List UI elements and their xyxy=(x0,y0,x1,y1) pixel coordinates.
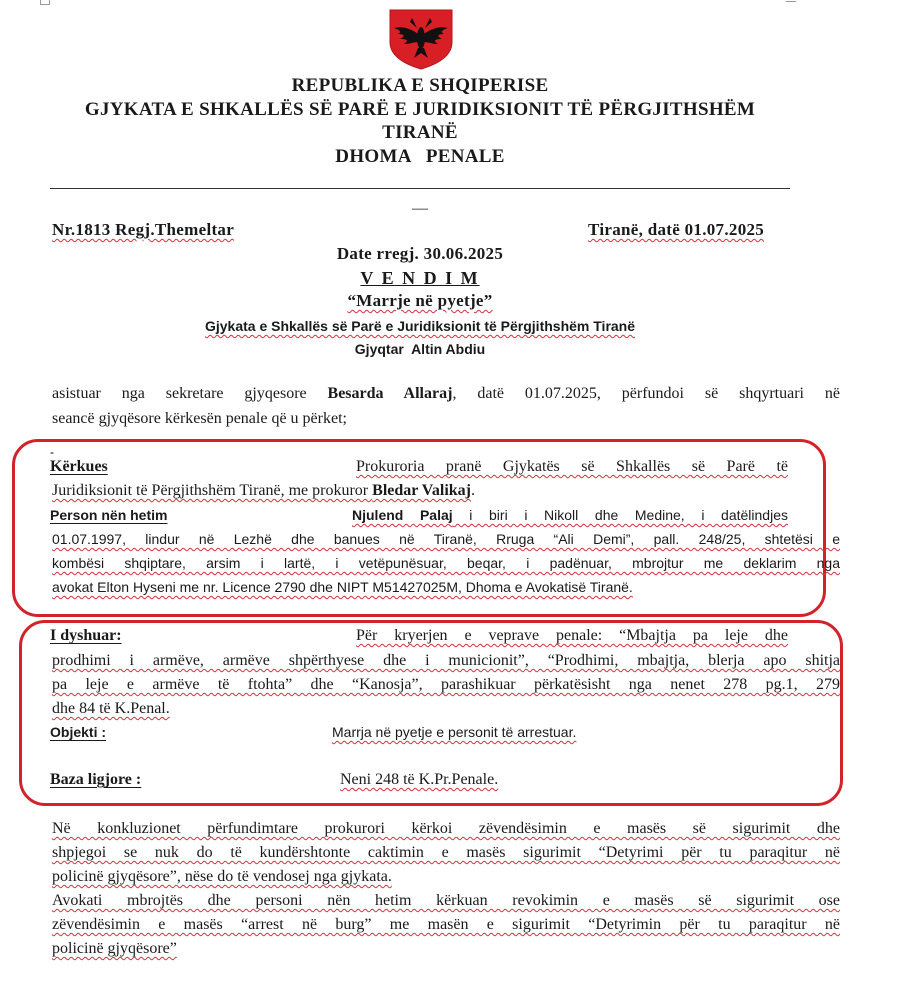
decision-subtitle: “Marrje në pyetje” xyxy=(347,291,493,310)
header-divider xyxy=(50,188,790,189)
registration-date: Date rregj. 30.06.2025 xyxy=(336,244,504,263)
header-dash: — xyxy=(412,200,428,217)
suspect-label: Person nën hetim xyxy=(50,507,168,523)
conclusion-line-3: policinë gjyqësore”, nëse do të vendosej nga gjykata. xyxy=(52,868,392,885)
conclusion-line-1: Në konkluzionet përfundimtare prokurori kërkoi zëvendësimin e masës së sigurimit dhe xyxy=(52,820,840,837)
charges-label: I dyshuar: xyxy=(50,627,122,644)
bullet-dash: - xyxy=(50,445,54,459)
header-city: TIRANË xyxy=(382,122,458,143)
corner-mark-left xyxy=(40,0,50,5)
corner-mark-right xyxy=(786,0,796,2)
suspect-line-3: kombësi shqiptare, arsim i lartë, i vetëpunësuar, beqar, i padënuar, mbrojtur me deklarim nga xyxy=(52,555,840,571)
applicant-label: Kërkues xyxy=(50,458,108,475)
case-number: Nr.1813 Regj.Themeltar xyxy=(52,220,235,239)
suspect-line-4: avokat Elton Hyseni me nr. Licence 2790 dhe NIPT M51427025M, Dhoma e Avokatisë Tiranë. xyxy=(52,579,633,595)
case-place-date: Tiranë, datë 01.07.2025 xyxy=(588,220,765,239)
court-name: Gjykata e Shkallës së Parë e Juridiksionit të Përgjithshëm Tiranë xyxy=(204,318,636,334)
conclusion-line-2: shpjegoi se nuk do të kundërshtonte caktimin e masës sigurimit “Detyrimi për tu paraqitur në xyxy=(52,844,840,861)
suspect-line-2: 01.07.1997, lindur në Lezhë dhe banues në Tiranë, Rruga “Ali Demi”, pall. 248/25, shtetësi e xyxy=(52,531,840,547)
judge-name: Gjyqtar Altin Abdiu xyxy=(354,341,486,357)
conclusion-line-6: policinë gjyqësore” xyxy=(52,940,177,957)
applicant-line-2: Juridiksionit të Përgjithshëm Tiranë, me prokuror Bledar Valikaj. xyxy=(52,482,475,499)
decision-title: V E N D I M xyxy=(360,268,480,288)
suspect-line-1: Njulend Palaj i biri i Nikoll dhe Medine, i datëlindjes xyxy=(352,507,788,523)
charges-line-1: Për kryerjen e veprave penale: “Mbajtja pa leje dhe xyxy=(356,627,788,644)
intro-line-2: seancë gjyqësore kërkesën penale që u përket; xyxy=(52,410,347,427)
legal-basis-label: Baza ligjore : xyxy=(50,771,142,788)
header-country: REPUBLIKA E SHQIPERISE xyxy=(291,75,549,96)
header-court: GJYKATA E SHKALLËS SË PARË E JURIDIKSIONIT TË PËRGJITHSHËM xyxy=(84,99,756,120)
object-label: Objekti : xyxy=(50,724,107,740)
legal-basis-value: Neni 248 të K.Pr.Penale. xyxy=(340,771,499,788)
conclusion-line-5: zëvendësimin e masës “arrest në burg” me masën e sigurimit “Detyrimin për tu paraqitur në xyxy=(52,916,840,933)
conclusion-line-4: Avokati mbrojtës dhe personi nën hetim kërkuan revokimin e masës së sigurimit ose xyxy=(52,892,840,909)
charges-line-4: dhe 84 të K.Penal. xyxy=(52,700,170,717)
albanian-emblem-icon xyxy=(388,8,454,70)
object-value: Marrja në pyetje e personit të arrestuar. xyxy=(332,724,577,740)
applicant-line-1: Prokuroria pranë Gjykatës së Shkallës së Parë të xyxy=(356,458,788,475)
charges-line-2: prodhimi i armëve, armëve shpërthyese dhe i municionit”, “Prodhimi, mbajtja, blerja apo shitja xyxy=(52,652,840,669)
charges-line-3: pa leje e armëve të ftohta” dhe “Kanosja”, parashikuar përkatësisht nga nenet 278 pg.1, 279 xyxy=(52,676,840,693)
intro-line-1: asistuar nga sekretare gjyqesore Besarda Allaraj, datë 01.07.2025, përfundoi së shqyrtuari në xyxy=(52,385,841,402)
header-chamber: DHOMA PENALE xyxy=(335,146,505,167)
